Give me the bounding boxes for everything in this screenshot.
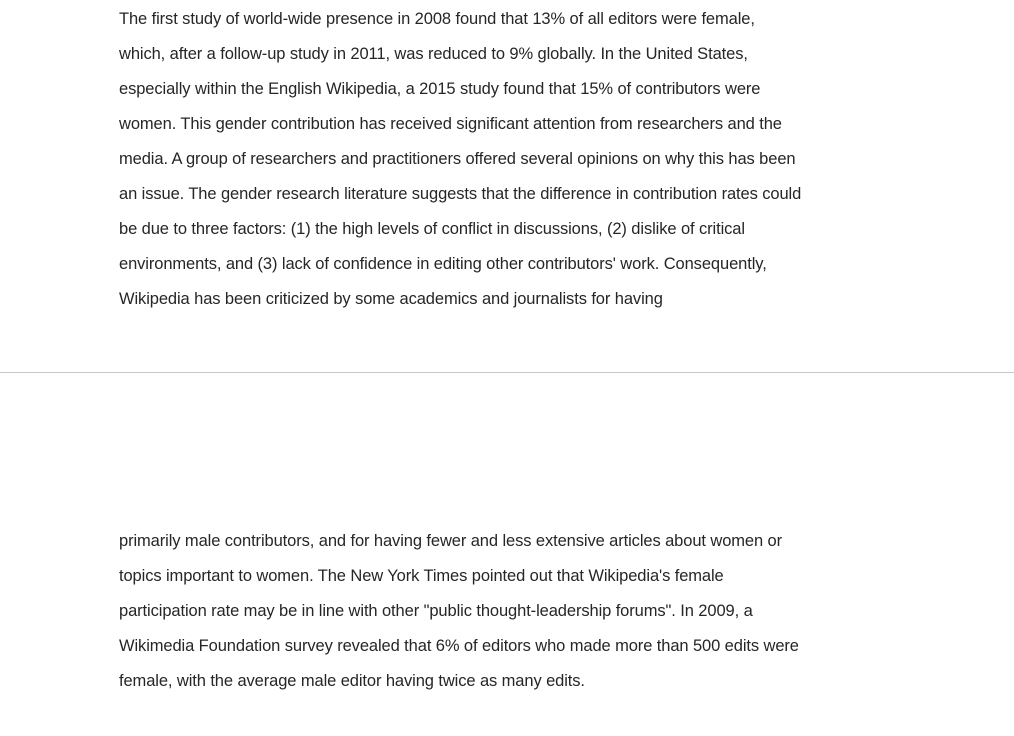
text-line: especially within the English Wikipedia, a 2015 study found that 15% of contributors were <box>119 80 761 98</box>
paragraph-page-1[interactable] <box>119 2 909 317</box>
text-line: women. This gender contribution has received significant attention from researchers and the <box>119 115 782 133</box>
paragraph-page-2[interactable] <box>119 524 909 699</box>
text-line: an issue. The gender research literature suggests that the difference in contribution rates could <box>119 185 802 203</box>
text-line: environments, and (3) lack of confidence in editing other contributors' work. Consequently, <box>119 255 767 273</box>
text-line: which, after a follow-up study in 2011, was reduced to 9% globally. In the United States, <box>119 45 748 63</box>
text-line: Wikipedia has been criticized by some academics and journalists for having <box>119 290 663 308</box>
text-line: media. A group of researchers and practitioners offered several opinions on why this has been <box>119 150 796 168</box>
text-line: female, with the average male editor having twice as many edits. <box>119 672 585 690</box>
text-line: The first study of world-wide presence in 2008 found that 13% of all editors were female, <box>119 10 755 28</box>
text-line: Wikimedia Foundation survey revealed that 6% of editors who made more than 500 edits were <box>119 637 799 655</box>
text-line: topics important to women. The New York Times pointed out that Wikipedia's female <box>119 567 724 585</box>
text-line: participation rate may be in line with other "public thought-leadership forums". In 2009, a <box>119 602 753 620</box>
text-line: primarily male contributors, and for having fewer and less extensive articles about women or <box>119 532 783 550</box>
text-line: be due to three factors: (1) the high levels of conflict in discussions, (2) dislike of critical <box>119 220 745 238</box>
page-2[interactable] <box>0 373 1014 736</box>
